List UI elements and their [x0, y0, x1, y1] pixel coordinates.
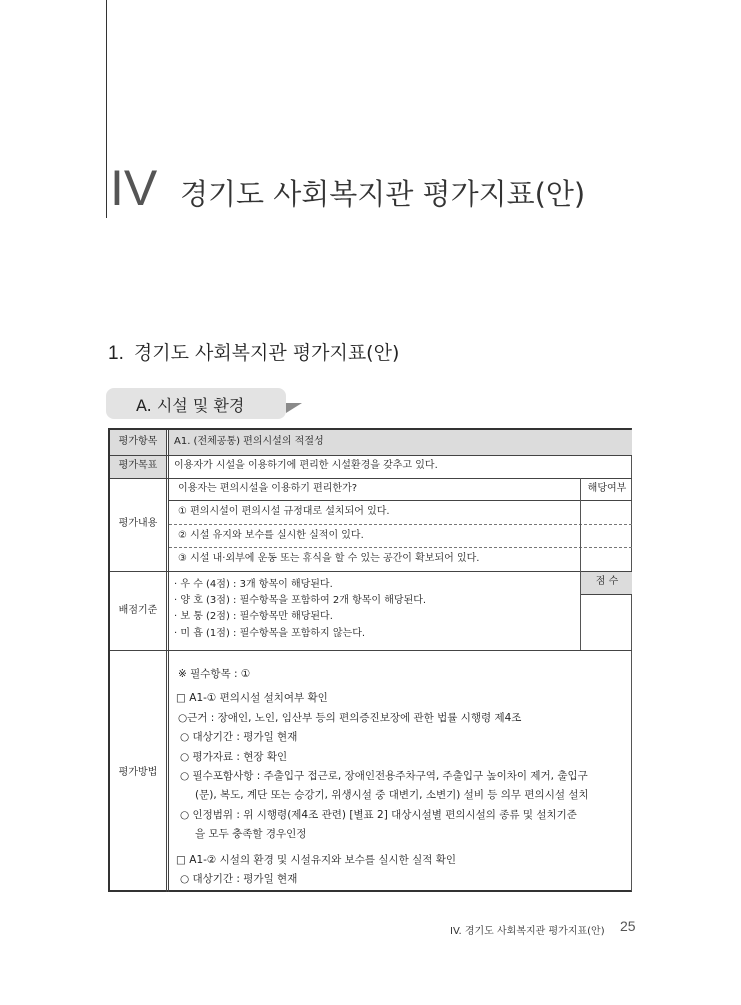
label-item: 평가항목 — [118, 436, 158, 447]
score-divider — [580, 594, 632, 595]
scoring-item: · 양 호 (3점) : 필수항목을 포함하여 2개 항목이 해당된다. — [174, 595, 427, 606]
row-divider — [110, 650, 632, 651]
method-line: ○ 인정범위 : 위 시행령(제4조 관련) [별표 2] 대상시설별 편의시설의 종류 및 설치기준 — [180, 809, 577, 821]
goal-value: 이용자가 시설을 이용하기에 편리한 시설환경을 갖추고 있다. — [174, 460, 438, 471]
subheading-arrow — [286, 403, 302, 413]
method-heading: □ A1-② 시설의 환경 및 시설유지와 보수를 실시한 실적 확인 — [176, 854, 457, 866]
section-title: 경기도 사회복지관 평가지표(안) — [133, 342, 400, 364]
content-question: 이용자는 편의시설을 이용하기 편리한가? — [178, 483, 358, 494]
method-heading: □ A1-① 편의시설 설치여부 확인 — [176, 692, 328, 704]
label-goal: 평가목표 — [118, 460, 158, 471]
row-divider — [169, 500, 632, 501]
margin-rule — [106, 0, 107, 218]
content-item: ③ 시설 내·외부에 운동 또는 휴식을 할 수 있는 공간이 확보되어 있다. — [178, 553, 480, 564]
method-line: ○ 대상기간 : 평가일 현재 — [180, 731, 298, 743]
scoring-item: · 보 통 (2점) : 필수항목만 해당된다. — [174, 611, 333, 622]
scoring-item: · 우 수 (4점) : 3개 항목이 해당된다. — [174, 579, 333, 590]
method-line: ○ 대상기간 : 평가일 현재 — [180, 873, 298, 885]
method-note: ※ 필수항목 : ① — [178, 668, 251, 680]
method-line: 을 모두 충족할 경우인정 — [195, 828, 307, 840]
subheading-tab — [106, 388, 286, 419]
row-divider — [110, 571, 632, 572]
score-column-divider — [580, 571, 581, 650]
label-scoring: 배점기준 — [118, 605, 158, 616]
applicable-header: 해당여부 — [587, 483, 627, 494]
content-item: ② 시설 유지와 보수를 실시한 실적이 있다. — [178, 530, 364, 541]
applicable-column-divider — [580, 478, 581, 571]
dashed-divider — [169, 524, 632, 525]
page-number: 25 — [620, 918, 636, 934]
method-line: ○ 필수포함사항 : 주출입구 접근로, 장애인전용주차구역, 주출입구 높이차이 제거, 출입구 — [180, 770, 588, 782]
row-divider — [110, 455, 632, 456]
chapter-number: IV — [110, 160, 158, 216]
method-line: ○근거 : 장애인, 노인, 임산부 등의 편의증진보장에 관한 법률 시행령 제4조 — [178, 712, 522, 724]
scoring-item: · 미 흡 (1점) : 필수항목을 포함하지 않는다. — [174, 628, 366, 639]
chapter-title: 경기도 사회복지관 평가지표(안) — [180, 177, 586, 211]
section-number: 1. — [108, 343, 124, 364]
method-line: (문), 복도, 계단 또는 승강기, 위생시설 중 대변기, 소변기) 설비 등 의무 편의시설 설치 — [195, 789, 589, 801]
dashed-divider — [169, 547, 632, 548]
section-heading — [108, 338, 399, 365]
running-footer: IV. 경기도 사회복지관 평가지표(안) — [450, 926, 605, 937]
label-method: 평가방법 — [118, 767, 158, 778]
method-line: ○ 평가자료 : 현장 확인 — [180, 751, 288, 763]
label-column-divider — [166, 430, 169, 892]
evaluation-table — [108, 428, 632, 892]
item-value: A1. (전체공통) 편의시설의 적절성 — [174, 436, 324, 447]
label-content: 평가내용 — [118, 518, 158, 529]
subheading-label: A. 시설 및 환경 — [136, 396, 245, 415]
score-header: 점 수 — [595, 576, 619, 587]
content-item: ① 편의시설이 편의시설 규정대로 설치되어 있다. — [178, 506, 390, 517]
row-divider — [110, 478, 632, 479]
